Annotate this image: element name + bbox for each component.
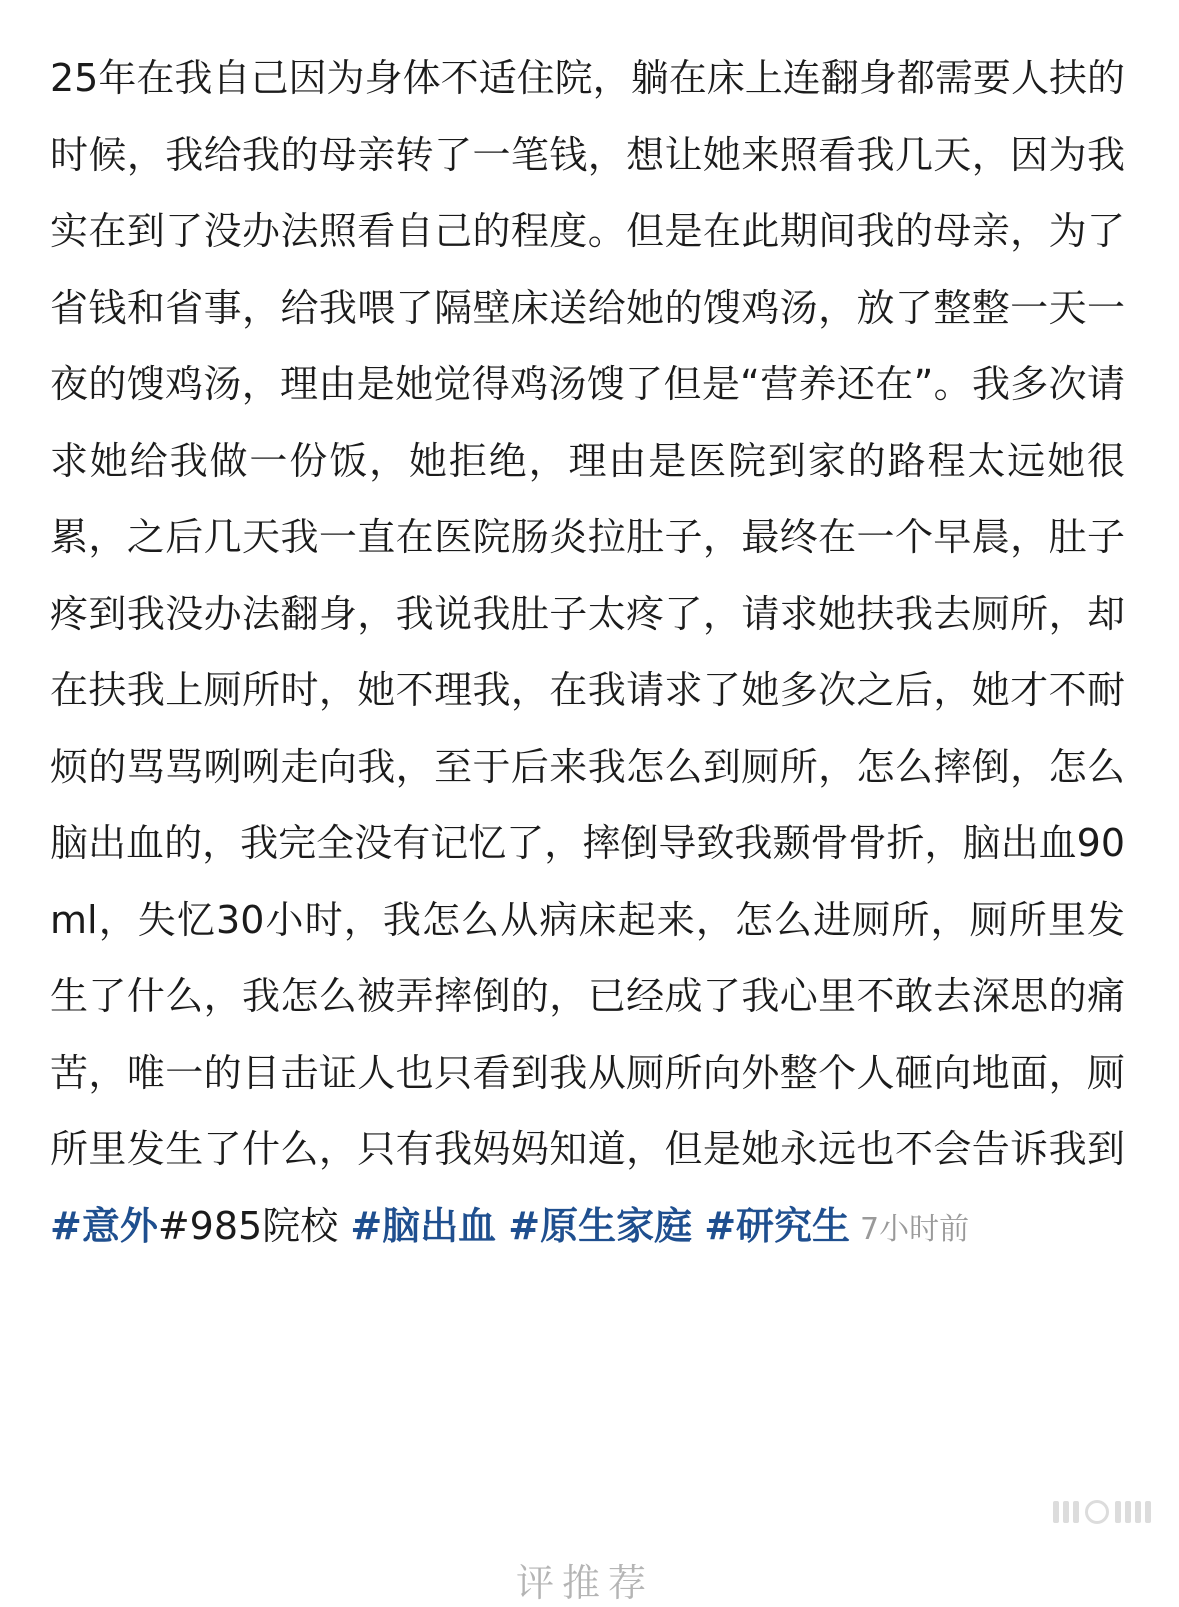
hashtag-family-of-origin[interactable]: #原生家庭	[508, 1203, 693, 1248]
post-content	[50, 40, 1125, 1268]
footer-cutoff-text: 评推荐	[470, 1561, 655, 1605]
hashtag-985-school[interactable]: #985院校	[157, 1203, 339, 1248]
hashtag-brain-hemorrhage[interactable]: #脑出血	[350, 1203, 497, 1248]
hashtag-accident[interactable]: #意外	[50, 1203, 158, 1248]
watermark-logo	[1053, 1500, 1151, 1524]
watermark-bars-icon-2	[1115, 1501, 1151, 1523]
hashtag-graduate-student[interactable]: #研究生	[704, 1203, 851, 1248]
post-body: 25年在我自己因为身体不适住院，躺在床上连翻身都需要人扶的时候，我给我的母亲转了一笔钱，想让她来照看我几天，因为我实在到了没办法照看自己的程度。但是在此期间我的母亲，为了省钱和省事，给我喂了隔壁床送给她的馊鸡汤，放了整整一天一夜的馊鸡汤，理由是她觉得鸡汤馊了但是“营养还在”。我多次请求她给我做一份饭，她拒绝，理由是医院到家的路程太远她很累，之后几天我一直在医院肠炎拉肚子，最终在一个早晨，肚子疼到我没办法翻身，我说我肚子太疼了，请求她扶我去厕所，却在扶我上厕所时，她不理我，在我请求了她多次之后，她才不耐烦的骂骂咧咧走向我，至于后来我怎么到厕所，怎么摔倒，怎么脑出血的，我完全没有记忆了，摔倒导致我颞骨骨折，脑出血90ml，失忆30小时，我怎么从病床起来，怎么进厕所，厕所里发生了什么，我怎么被弄摔倒的，已经成了我心里不敢去深思的痛苦，唯一的目击证人也只看到我从厕所向外整个人砸向地面，厕所里发生了什么，只有我妈妈知道，但是她永远也不会告诉我到	[50, 56, 1125, 1171]
watermark-circle-icon	[1085, 1500, 1109, 1524]
post-timestamp: 7小时前	[860, 1211, 970, 1247]
post-text-block	[50, 40, 1125, 1268]
watermark-bars-icon	[1053, 1501, 1079, 1523]
